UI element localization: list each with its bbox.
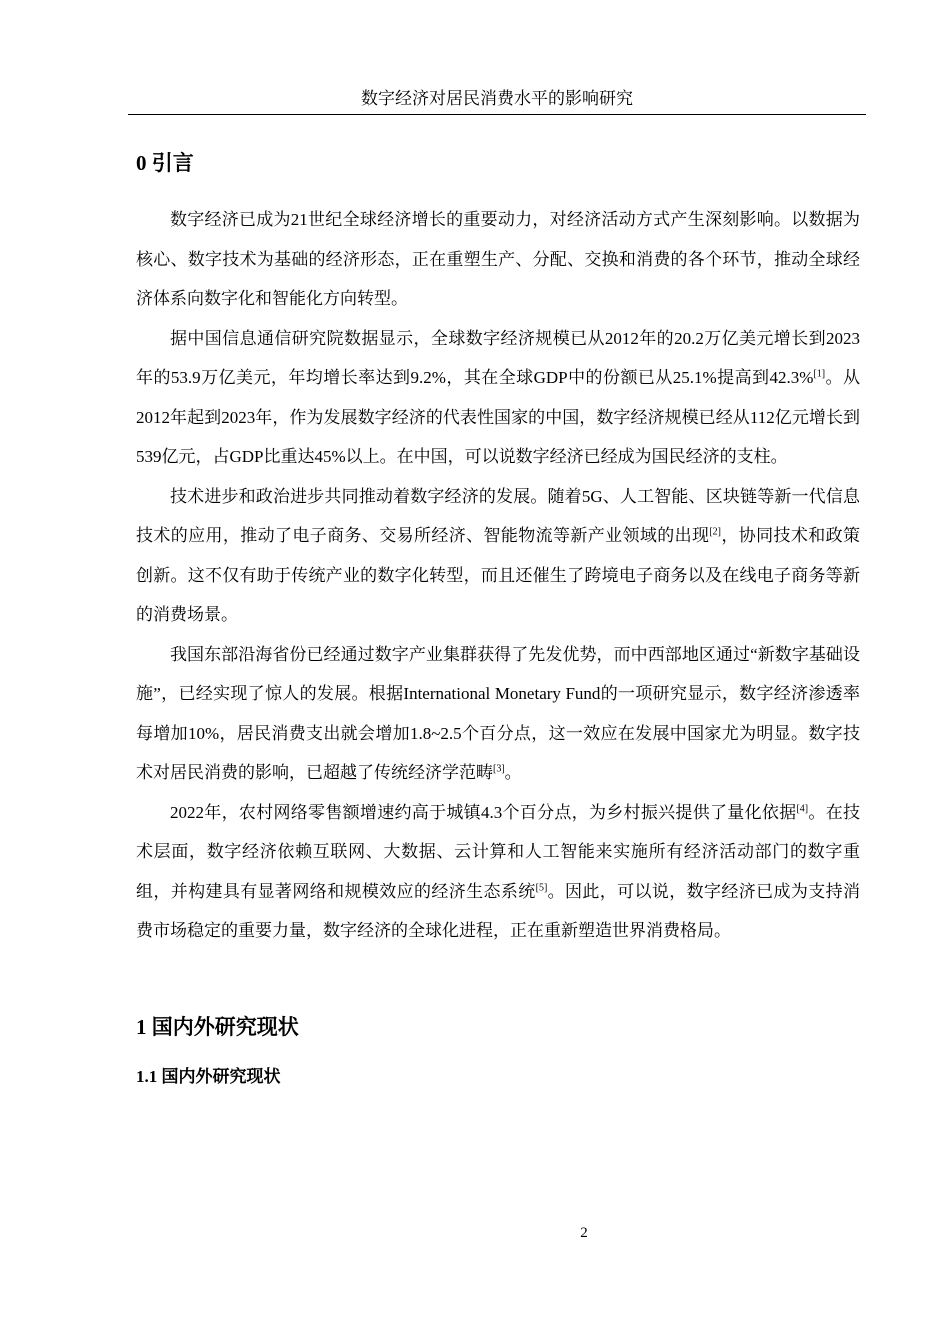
citation-ref-5: [5] [535, 881, 548, 893]
paragraph-text: 据中国信息通信研究院数据显示，全球数字经济规模已从2012年的20.2万亿美元增长到2023年的53.9万亿美元，年均增长率达到9.2%，其在全球GDP中的份额已从25.1%提高到42.3% [136, 328, 860, 387]
subsection-heading-research-status: 1.1 国内外研究现状 [136, 1066, 281, 1086]
paragraph-2 [136, 319, 860, 477]
paragraph-text: 。因此，可以说，数字经济已成为支持消费市场稳定的重要力量，数字经济的全球化进程，正在重新塑造世界消费格局。 [136, 881, 861, 940]
paragraph-text: 我国东部沿海省份已经通过数字产业集群获得了先发优势，而中西部地区通过“新数字基础设施”，已经实现了惊人的发展。根据International Monetary Fund的一项研究显示，数字经济渗透率每增加10%，居民消费支出就会增加1.8~2.5个百分点，这一效应在发展中国家尤为明显。数字技术对居民消费的影响，已超越了传统经济学范畴 [136, 644, 860, 782]
paragraph-text: 。在技术层面，数字经济依赖互联网、大数据、云计算和人工智能来实施所有经济活动部门的数字重组，并构建具有显著网络和规模效应的经济生态系统 [136, 802, 860, 901]
section-heading-research-status: 1 国内外研究现状 [136, 1014, 299, 1039]
paragraph-1 [136, 200, 860, 319]
citation-ref-1: [1] [813, 368, 826, 380]
paragraph-3 [136, 477, 860, 635]
paragraph-5 [136, 793, 860, 951]
citation-ref-4: [4] [796, 802, 809, 814]
paragraph-text: ，协同技术和政策创新。这不仅有助于传统产业的数字化转型，而且还催生了跨境电子商务以及在线电子商务等新的消费场景。 [136, 526, 861, 624]
header-divider [128, 114, 866, 115]
paragraph-text: 。从2012年起到2023年，作为发展数字经济的代表性国家的中国，数字经济规模已经从112亿元增长到539亿元，占GDP比重达45%以上。在中国，可以说数字经济已经成为国民经济的支柱。 [136, 368, 860, 466]
page-body [136, 143, 860, 1095]
page-number: 2 [580, 1225, 588, 1241]
paragraph-text: 2022年，农村网络零售额增速约高于城镇4.3个百分点，为乡村振兴提供了量化依据 [170, 802, 797, 822]
paragraph-text: 技术进步和政治进步共同推动着数字经济的发展。随着5G、人工智能、区块链等新一代信息技术的应用，推动了电子商务、交易所经济、智能物流等新产业领域的出现 [136, 486, 860, 545]
citation-ref-3: [3] [493, 763, 505, 775]
citation-ref-2: [2] [709, 526, 722, 538]
paragraph-text: 数字经济已成为21世纪全球经济增长的重要动力，对经济活动方式产生深刻影响。以数据为核心、数字技术为基础的经济形态，正在重塑生产、分配、交换和消费的各个环节，推动全球经济体系向数字化和智能化方向转型。 [136, 210, 860, 308]
section-heading-introduction: 0 引言 [136, 151, 194, 175]
paragraph-4 [136, 635, 860, 793]
paragraph-text: 。 [504, 763, 522, 782]
running-header: 数字经济对居民消费水平的影响研究 [361, 89, 633, 108]
